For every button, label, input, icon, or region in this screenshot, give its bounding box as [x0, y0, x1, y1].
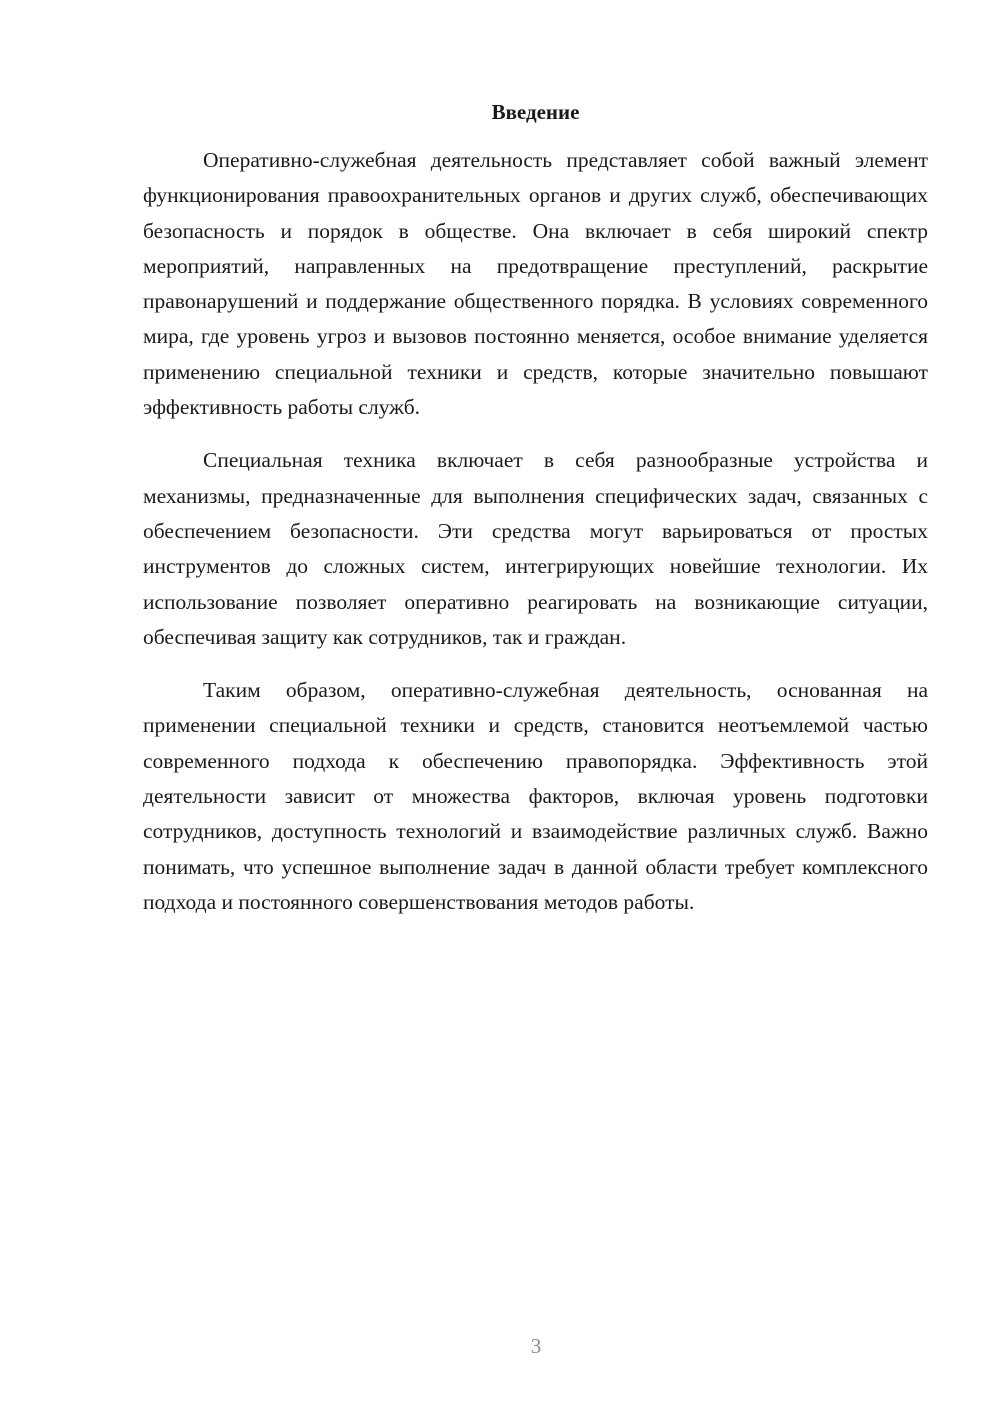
section-title: Введение [491, 100, 580, 124]
body-text [143, 143, 928, 920]
paragraph-3: Таким образом, оперативно-служебная деятельность, основанная на применении специальной техники и средств, становится неотъемлемой частью современного подхода к обеспечению правопорядка. Эффективность этой деятельности зависит от множества факторов, включая уровень подготовки сотрудников, доступность технологий и взаимодействие различных служб. Важно понимать, что успешное выполнение задач в данной области требует комплексного подхода и постоянного совершенствования методов работы. [143, 678, 928, 914]
paragraph-2: Специальная техника включает в себя разнообразные устройства и механизмы, предназначенные для выполнения специфических задач, связанных с обеспечением безопасности. Эти средства могут варьироваться от простых инструментов до сложных систем, интегрирующих новейшие технологии. Их использование позволяет оперативно реагировать на возникающие ситуации, обеспечивая защиту как сотрудников, так и граждан. [143, 448, 928, 649]
paragraph-1: Оперативно-служебная деятельность представляет собой важный элемент функционирования правоохранительных органов и других служб, обеспечивающих безопасность и порядок в обществе. Она включает в себя широкий спектр мероприятий, направленных на предотвращение преступлений, раскрытие правонарушений и поддержание общественного порядка. В условиях современного мира, где уровень угроз и вызовов постоянно меняется, особое внимание уделяется применению специальной техники и средств, которые значительно повышают эффективность работы служб. [143, 148, 928, 420]
page-number: 3 [530, 1334, 542, 1358]
